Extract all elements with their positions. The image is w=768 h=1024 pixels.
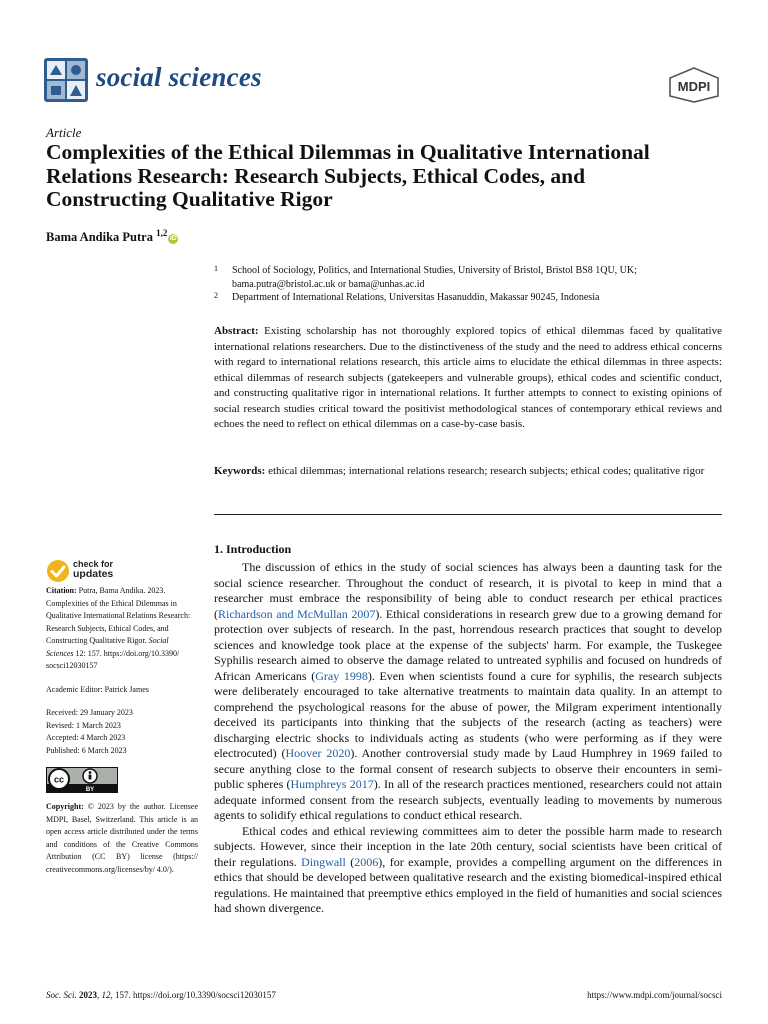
body-text xyxy=(214,560,722,917)
citation-link[interactable]: Dingwall xyxy=(301,854,346,869)
keywords xyxy=(214,464,722,480)
affiliation-number: 2 xyxy=(214,291,218,300)
publisher-logo-text: MDPI xyxy=(677,79,711,94)
citation-doi[interactable]: 12: 157. https://doi.org/10.3390/ socsci12030157 xyxy=(46,648,180,670)
text-run: ( xyxy=(345,854,355,869)
article-title: Complexities of the Ethical Dilemmas in Qualitative International Relations Research: Research Subjects, Ethical Codes, and Constructing Qualitative Rigor xyxy=(46,140,650,211)
citation-text: Putra, Bama Andika. 2023. Complexities of the Ethical Dilemmas in Qualitative International Relations Research: Research Subjects, Ethical Codes, and Constructing Qualitative Rigor. xyxy=(46,586,191,645)
citation-journal: Social Sciences xyxy=(46,636,169,658)
text-run: ). Ethical considerations in research grew due to a growing demand for protection over subjects of research. In the past, horrendous research practices that sought to develop sciences and knowledge took place at the expense of the subjects' harm. For example, the Tuskegee Syphilis research aimed to observe the damage related to untreated syphilis and focused on hundreds of African Americans ( xyxy=(214,606,723,683)
mdpi-logo-icon xyxy=(666,66,722,104)
affiliation-number: 1 xyxy=(214,264,218,273)
copyright-label: Copyright: xyxy=(46,802,84,811)
affiliation-2 xyxy=(214,291,724,305)
text-run: The discussion of ethics in the study of social sciences has always been a daunting task for the social science researcher. Throughout the conduct of research, it is pivotal to keep in mind that a researcher must embrace the responsibility of being able to conduct research per ethical practices ( xyxy=(214,560,722,621)
citation-link[interactable]: Richardson and McMullan 2007 xyxy=(218,606,376,621)
journal-name: social sciences xyxy=(96,62,262,92)
journal-logo-icon xyxy=(44,58,88,102)
text-run: ), for example, provides a compelling argument on the differences in ethics that should be developed between qualitative research and the existing biomedical-inspired ethical regulations. He maintained that preemptive ethics employed in the field of humanities and social sciences had shown divergence. xyxy=(214,854,723,915)
section-heading: 1. Introduction xyxy=(214,542,292,556)
check-updates-line2: updates xyxy=(73,568,114,580)
text-run: Ethical codes and ethical reviewing committees aim to deter the possible harm made to research subjects. However, since their inception in the late 20th century, social scientists have been critical of their regulations. xyxy=(214,823,722,869)
check-updates-text xyxy=(73,559,113,579)
check-updates-icon xyxy=(46,559,70,583)
footer-doi[interactable]: , 157. https://doi.org/10.3390/socsci12030157 xyxy=(110,990,276,1000)
author-name[interactable]: Bama Andika Putra xyxy=(46,230,157,245)
published-date: Published: 6 March 2023 xyxy=(46,745,127,755)
sidebar xyxy=(46,585,198,876)
author-affiliation-marks: 1,2 xyxy=(156,228,168,238)
abstract xyxy=(214,324,722,433)
footer-citation xyxy=(46,990,276,1000)
footer-journal-url[interactable]: https://www.mdpi.com/journal/socsci xyxy=(587,990,722,1000)
affiliation-text: Department of International Relations, Universitas Hasanuddin, Makassar 90245, Indonesia xyxy=(232,292,600,303)
affiliations xyxy=(214,264,724,305)
academic-editor: Academic Editor: Patrick James xyxy=(46,684,149,694)
footer-sep: , xyxy=(97,990,102,1000)
keywords-text: ethical dilemmas; international relations research; research subjects; ethical codes; qualitative rigor xyxy=(265,465,705,477)
copyright xyxy=(46,801,198,876)
section-divider xyxy=(214,514,722,515)
by-label: BY xyxy=(85,787,95,793)
footer-year: 2023 xyxy=(76,990,97,1000)
citation xyxy=(46,585,198,673)
cc-label: cc xyxy=(53,774,65,785)
paragraph-2 xyxy=(214,824,722,917)
paragraph-1 xyxy=(214,560,722,824)
affiliation-1 xyxy=(214,264,724,291)
text-run: ). Even when scientists found a cure for syphilis, the research subjects were deliberately encouraged to take alternative treatments to maintain data quality. In an attempt to comprehend the psychological reasons for the abuse of power, the Milgram experiment intentionally deceived its participants into thinking that the subjects of the research (acting as teachers) were discharging electric shocks to individuals acting as students (who were performing as if they were electrocuted) ( xyxy=(214,668,722,760)
check-updates-line1: check for xyxy=(73,559,114,569)
text-run: ). In all of the research practices mentioned, researchers could not attain adequate informed consent from the research subjects, eventually leading to movements by numerous agents to solidify ethical regulations to conduct ethical research. xyxy=(214,777,722,822)
citation-link[interactable]: Humphreys 2017 xyxy=(290,777,374,791)
citation-link[interactable]: Hoover 2020 xyxy=(285,746,351,760)
citation-label: Citation: xyxy=(46,586,77,595)
abstract-label: Abstract: xyxy=(214,325,259,337)
keywords-label: Keywords: xyxy=(214,465,266,477)
affiliation-text: School of Sociology, Politics, and International Studies, University of Bristol, Bristol BS8 1QU, UK; bama.putra@bristol.ac.uk or bama@unhas.ac.id xyxy=(232,265,637,290)
accepted-date: Accepted: 4 March 2023 xyxy=(46,733,126,742)
orcid-icon[interactable]: iD xyxy=(169,235,177,243)
footer-journal: Soc. Sci. xyxy=(46,990,77,1000)
revised-date: Revised: 1 March 2023 xyxy=(46,720,121,730)
copyright-text: © 2023 by the author. Licensee MDPI, Basel, Switzerland. This article is an open access article distributed under the terms and conditions of the Creative Commons Attribution (CC BY) license (https:// creativecommons.org/licenses/by/ 4.0/). xyxy=(46,802,198,874)
citation-link[interactable]: Gray 1998 xyxy=(315,668,368,683)
abstract-text: Existing scholarship has not thoroughly explored topics of ethical dilemmas faced by qualitative international relations researchers. Due to the distinctiveness of the study and the need to address ethical concerns with regard to international relations research, this article aims to elucidate the ethical dilemmas in three aspects: ethical dilemmas of research subjects (gatekeepers and vulnerable groups), ethical codes and scientific conduct, and constructing qualitative rigor in international relations. It further attempts to connect to existing opinions of social research studies critical toward the positivist methodological stances of contemporary ethical reviews and echoes the need to reflect on ethical dilemmas on a case-by-case basis. xyxy=(214,325,722,430)
citation-link[interactable]: 2006 xyxy=(354,854,379,869)
check-for-updates-button[interactable] xyxy=(46,558,146,584)
footer-volume: 12 xyxy=(101,990,111,1000)
article-type: Article xyxy=(46,125,82,140)
text-run: ). Another controversial study made by Laud Humphrey in 1969 failed to secure anything close to the formal consent of research subjects to observe their encounters in semi-public spheres ( xyxy=(214,746,722,791)
author-line xyxy=(46,228,178,245)
received-date: Received: 29 January 2023 xyxy=(46,708,133,717)
cc-by-license-icon[interactable] xyxy=(46,767,118,793)
